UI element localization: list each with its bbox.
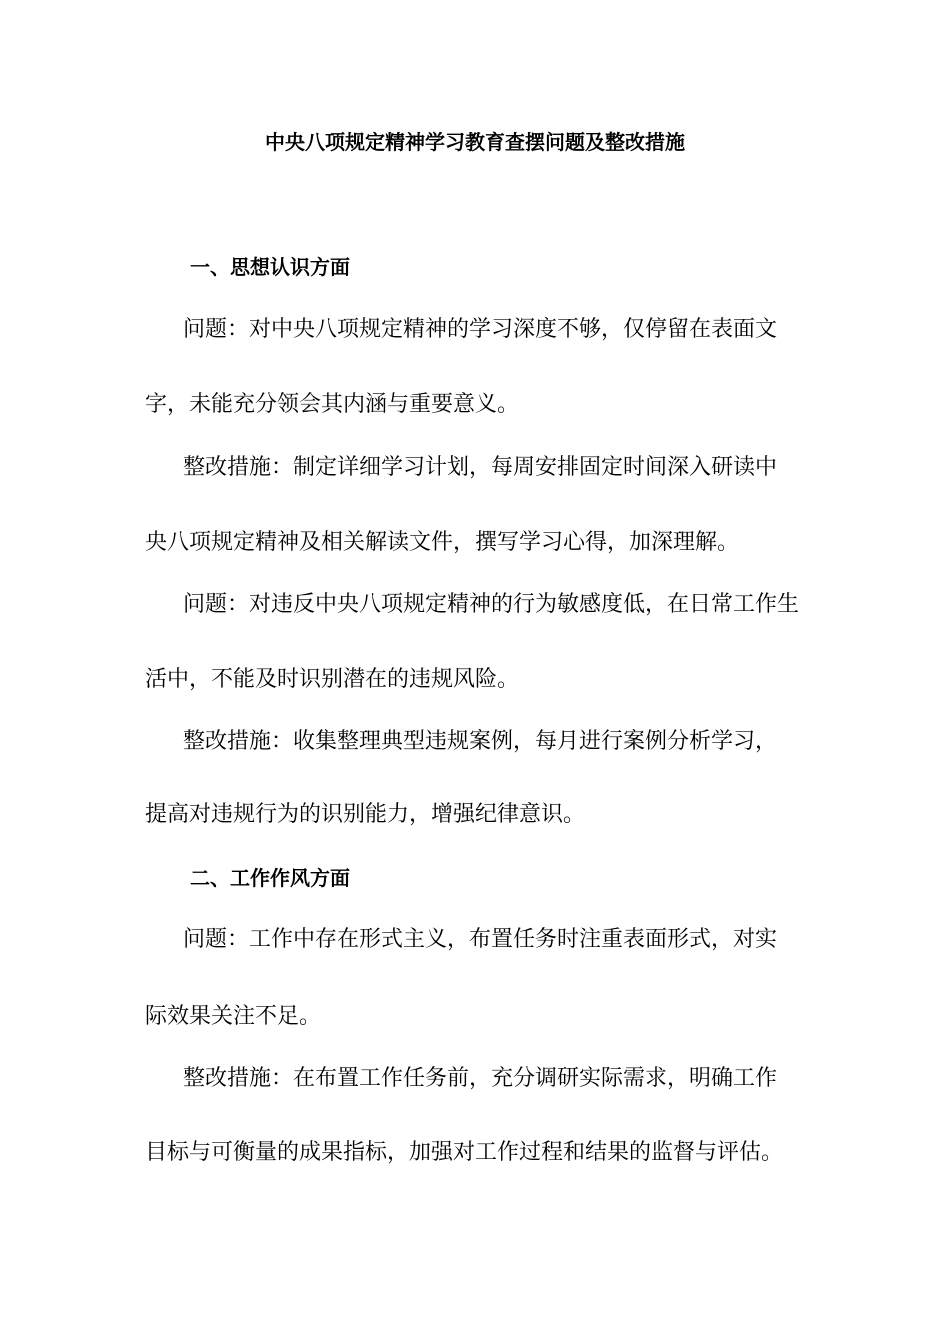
paragraph-line: 整改措施：收集整理典型违规案例，每月进行案例分析学习， (183, 729, 778, 754)
paragraph-line: 问题：对违反中央八项规定精神的行为敏感度低，在日常工作生 (183, 592, 800, 617)
paragraph-line: 问题：对中央八项规定精神的学习深度不够，仅停留在表面文 (183, 317, 778, 342)
paragraph-line: 目标与可衡量的成果指标，加强对工作过程和结果的监督与评估。 (145, 1140, 784, 1165)
paragraph-line: 整改措施：制定详细学习计划，每周安排固定时间深入研读中 (183, 455, 778, 480)
paragraph-line: 央八项规定精神及相关解读文件，撰写学习心得，加深理解。 (145, 530, 740, 555)
paragraph-line: 整改措施：在布置工作任务前，充分调研实际需求，明确工作 (183, 1066, 778, 1091)
section-heading: 一、思想认识方面 (190, 255, 350, 279)
document-title: 中央八项规定精神学习教育查摆问题及整改措施 (265, 130, 685, 154)
paragraph-line: 活中，不能及时识别潜在的违规风险。 (145, 667, 520, 692)
paragraph-line: 提高对违规行为的识别能力，增强纪律意识。 (145, 802, 586, 827)
paragraph-line: 字，未能充分领会其内涵与重要意义。 (145, 392, 520, 417)
paragraph-line: 际效果关注不足。 (145, 1004, 322, 1029)
paragraph-line: 问题：工作中存在形式主义，布置任务时注重表面形式，对实 (183, 927, 778, 952)
section-heading: 二、工作作风方面 (190, 866, 350, 890)
